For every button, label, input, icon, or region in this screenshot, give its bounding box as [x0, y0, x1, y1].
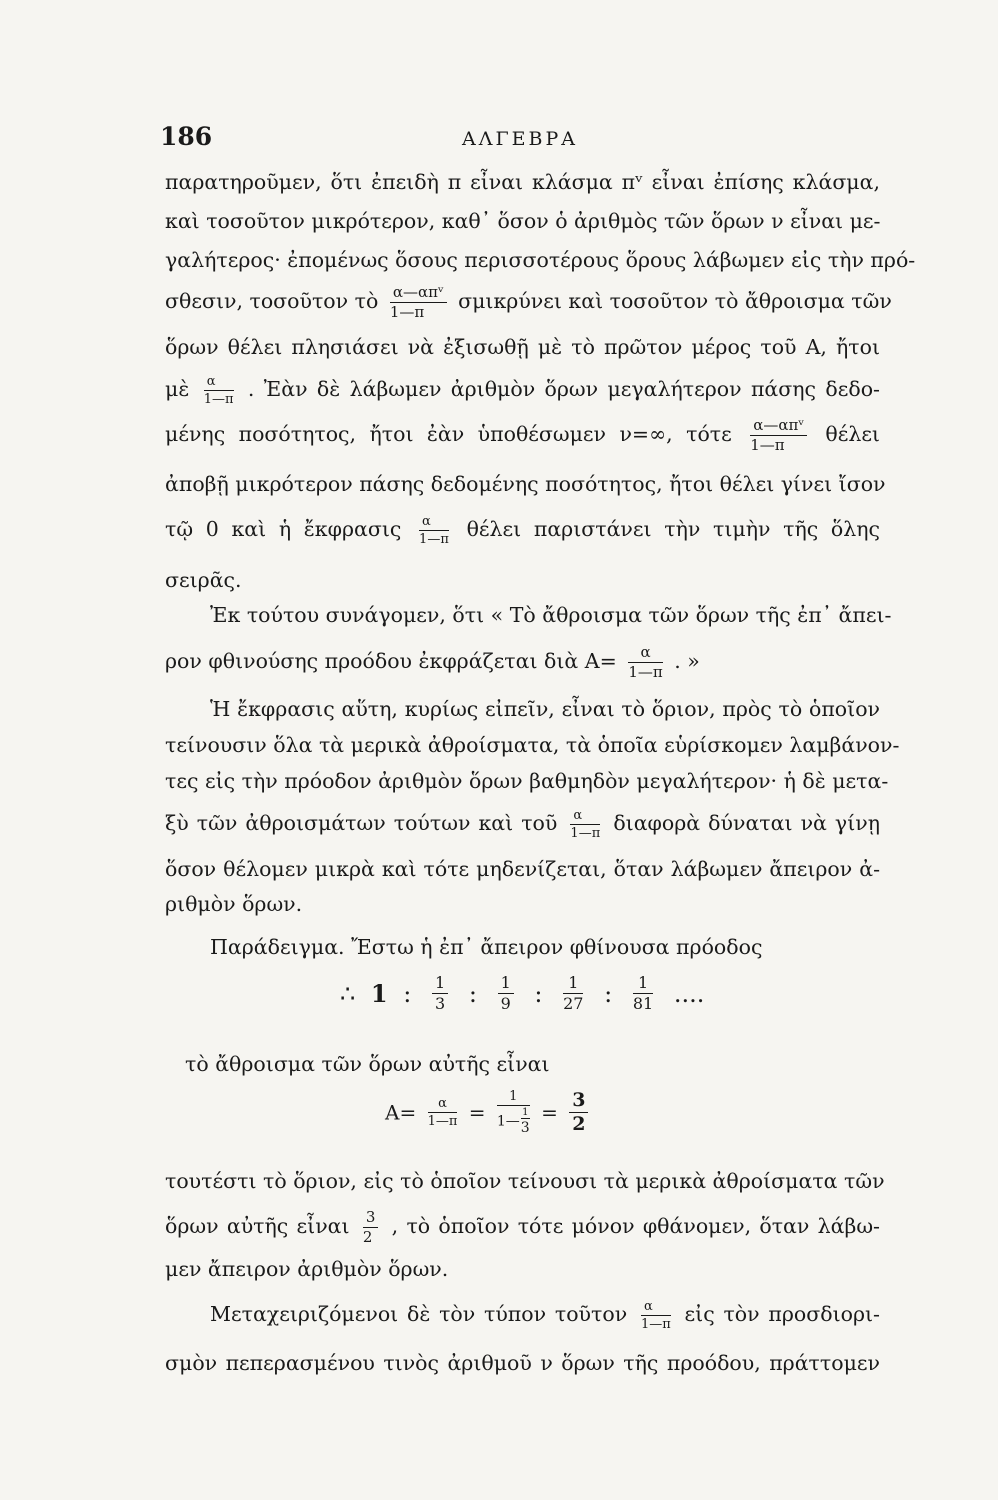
text-line: τείνουσιν ὅλα τὰ μερικὰ ἀθροίσματα, τὰ ὁποῖα εὑρίσκομεν λαμβάνον- [165, 733, 900, 757]
fraction [428, 1097, 458, 1128]
fraction-numerator: 1 [497, 1090, 530, 1106]
sequence-separator: : [604, 979, 613, 1008]
fraction [570, 809, 600, 840]
denominator-text: 1— [496, 1113, 520, 1130]
text-segment: . Ἐὰν δὲ λάβωμεν ἀριθμὸν ὅρων μεγαλήτερον πάσης δεδο- [247, 377, 880, 401]
fraction [628, 645, 662, 680]
text-line: ὅρων θέλει πλησιάσει νὰ ἐξισωθῇ μὲ τὸ πρῶτον μέρος τοῦ Α, ἤτοι [165, 335, 880, 359]
text-segment: Μεταχειριζόμενοι δὲ τὸν τύπον τοῦτον [210, 1302, 628, 1326]
fraction-numerator: α—απᵛ [750, 418, 807, 436]
fraction-denominator: 27 [563, 994, 584, 1013]
sequence-separator: : [403, 979, 412, 1008]
fraction-numerator: 1 [522, 1107, 529, 1118]
text-line: παρατηροῦμεν, ὅτι ἐπειδὴ π εἶναι κλάσμα πᵛ εἶναι ἐπίσης κλάσμα, [165, 170, 880, 194]
text-line: γαλήτερος· ἐπομένως ὅσους περισσοτέρους ὅρους λάβωμεν εἰς τὴν πρό- [165, 248, 916, 272]
therefore-symbol: ∴ [340, 979, 356, 1008]
fraction-numerator: 3 [569, 1091, 588, 1113]
text-segment: σμικρύνει καὶ τοσοῦτον τὸ ἄθροισμα τῶν [458, 289, 892, 313]
fraction-denominator: 1—π [628, 663, 663, 681]
sequence-separator: : [534, 979, 543, 1008]
sequence-term [633, 975, 653, 1012]
fraction-denominator: 1—π [427, 1114, 458, 1129]
fraction [204, 375, 234, 406]
text-segment: θέλει παριστάνει τὴν τιμὴν τῆς ὅλης [466, 517, 880, 541]
text-segment: σθεσιν, τοσοῦτον τὸ [165, 289, 379, 313]
text-line-with-fraction [165, 515, 880, 546]
text-line-with-fraction [165, 1210, 880, 1245]
text-line-with-fraction [165, 283, 892, 321]
text-segment: . » [674, 649, 700, 673]
fraction-numerator: α [628, 645, 662, 663]
equation-lhs: Α= [385, 1100, 417, 1125]
text-line: σειρᾶς. [165, 568, 242, 592]
sequence-term [432, 975, 448, 1012]
text-segment: , τὸ ὁποῖον τότε μόνον φθάνομεν, ὅταν λάβω- [391, 1214, 880, 1238]
text-segment: μένης ποσότητος, ἤτοι ἐὰν ὑποθέσωμεν ν=∞, τότε [165, 422, 732, 446]
fraction [750, 418, 807, 453]
fraction [363, 1210, 379, 1245]
fraction-denominator: 1—π [419, 532, 449, 547]
fraction [390, 285, 447, 320]
fraction-numerator: α [204, 375, 234, 391]
nested-fraction [497, 1090, 530, 1135]
sequence-term [563, 975, 583, 1012]
text-segment: διαφορὰ δύναται νὰ γίνῃ [613, 811, 880, 835]
fraction-denominator: 3 [435, 994, 446, 1013]
fraction-numerator: α [419, 515, 449, 531]
fraction [419, 515, 449, 546]
fraction-denominator: 81 [632, 994, 654, 1013]
fraction-numerator: 1 [432, 975, 448, 994]
text-line: Παράδειγμα. Ἔστω ἡ ἐπ᾿ ἄπειρον φθίνουσα πρόοδος [210, 935, 763, 959]
text-segment: εἰς τὸν προσδιορι- [684, 1302, 880, 1326]
text-line: σμὸν πεπερασμένου τινὸς ἀριθμοῦ ν ὅρων τῆς προόδου, πράττομεν [165, 1351, 880, 1375]
text-line-with-fraction [165, 809, 880, 840]
page-number: 186 [160, 122, 213, 151]
text-segment: τῷ 0 καὶ ἡ ἔκφρασις [165, 517, 402, 541]
text-segment: θέλει [825, 422, 880, 446]
fraction-numerator: α [570, 809, 600, 825]
text-line: ριθμὸν ὅρων. [165, 892, 303, 916]
text-line-with-fraction [210, 1300, 880, 1331]
text-segment: ὅρων αὐτῆς εἶναι [165, 1214, 350, 1238]
fraction-denominator: 1—π [750, 436, 785, 454]
fraction-numerator: 1 [563, 975, 583, 994]
fraction-numerator: α—απᵛ [390, 285, 447, 303]
fraction [641, 1300, 671, 1331]
text-line-with-fraction [165, 375, 880, 406]
fraction-denominator: 1—π [203, 392, 234, 407]
text-line: ἀποβῇ μικρότερον πάσης δεδομένης ποσότητος, ἤτοι θέλει γίνει ἴσον [165, 472, 886, 496]
text-line: τες εἰς τὴν πρόοδον ἀριθμὸν ὅρων βαθμηδὸν μεγαλήτερον· ἡ δὲ μετα- [165, 769, 889, 793]
text-line: Ἐκ τούτου συνάγομεν, ὅτι « Τὸ ἄθροισμα τῶν ὅρων τῆς ἐπ᾿ ἄπει- [210, 603, 892, 627]
text-segment: ξὺ τῶν ἀθροισμάτων τούτων καὶ τοῦ [165, 811, 558, 835]
fraction-numerator: α [428, 1097, 458, 1113]
fraction-denominator: 1—π [389, 303, 425, 321]
equals-sign: = [468, 1100, 486, 1125]
text-segment: ρον φθινούσης προόδου ἐκφράζεται διὰ Α= [165, 649, 617, 673]
fraction-denominator: 3 [520, 1120, 530, 1136]
example-sequence [340, 975, 780, 1035]
text-line: Ἡ ἔκφρασις αὕτη, κυρίως εἰπεῖν, εἶναι τὸ ὅριον, πρὸς τὸ ὁποῖον [210, 697, 880, 721]
fraction-denominator: 1—π [570, 826, 601, 841]
text-line: μεν ἄπειρον ἀριθμὸν ὅρων. [165, 1257, 449, 1281]
fraction-numerator: 3 [363, 1210, 379, 1228]
text-line-with-fraction [165, 418, 880, 453]
text-segment: μὲ [165, 377, 190, 401]
text-line: τὸ ἄθροισμα τῶν ὅρων αὐτῆς εἶναι [185, 1052, 550, 1076]
page-header [160, 122, 880, 162]
text-line: ὅσον θέλομεν μικρὰ καὶ τότε μηδενίζεται, ὅταν λάβωμεν ἄπειρον ἀ- [165, 857, 880, 881]
fraction-denominator: 1—π [640, 1317, 671, 1332]
sequence-term: 1 [370, 979, 388, 1008]
fraction-numerator: 1 [498, 975, 514, 994]
fraction-denominator: 9 [500, 994, 511, 1013]
sum-equation [385, 1090, 645, 1140]
fraction-numerator: 1 [633, 975, 653, 994]
text-line: καὶ τοσοῦτον μικρότερον, καθ᾿ ὅσον ὁ ἀριθμὸς τῶν ὅρων ν εἶναι με- [165, 209, 881, 233]
text-line-with-fraction [165, 645, 880, 680]
running-title: ΑΛΓΕΒΡΑ [462, 128, 578, 150]
inner-fraction [521, 1108, 530, 1135]
text-line: τουτέστι τὸ ὅριον, εἰς τὸ ὁποῖον τείνουσι τὰ μερικὰ ἀθροίσματα τῶν [165, 1169, 885, 1193]
sequence-separator: : [468, 979, 477, 1008]
equals-sign: = [541, 1100, 558, 1125]
fraction-denominator [497, 1106, 530, 1135]
fraction-denominator: 2 [362, 1228, 373, 1246]
fraction-numerator: α [641, 1300, 671, 1316]
ellipsis: .... [673, 979, 705, 1008]
sequence-term [498, 975, 514, 1012]
fraction-denominator: 2 [572, 1113, 586, 1135]
fraction [569, 1091, 588, 1134]
